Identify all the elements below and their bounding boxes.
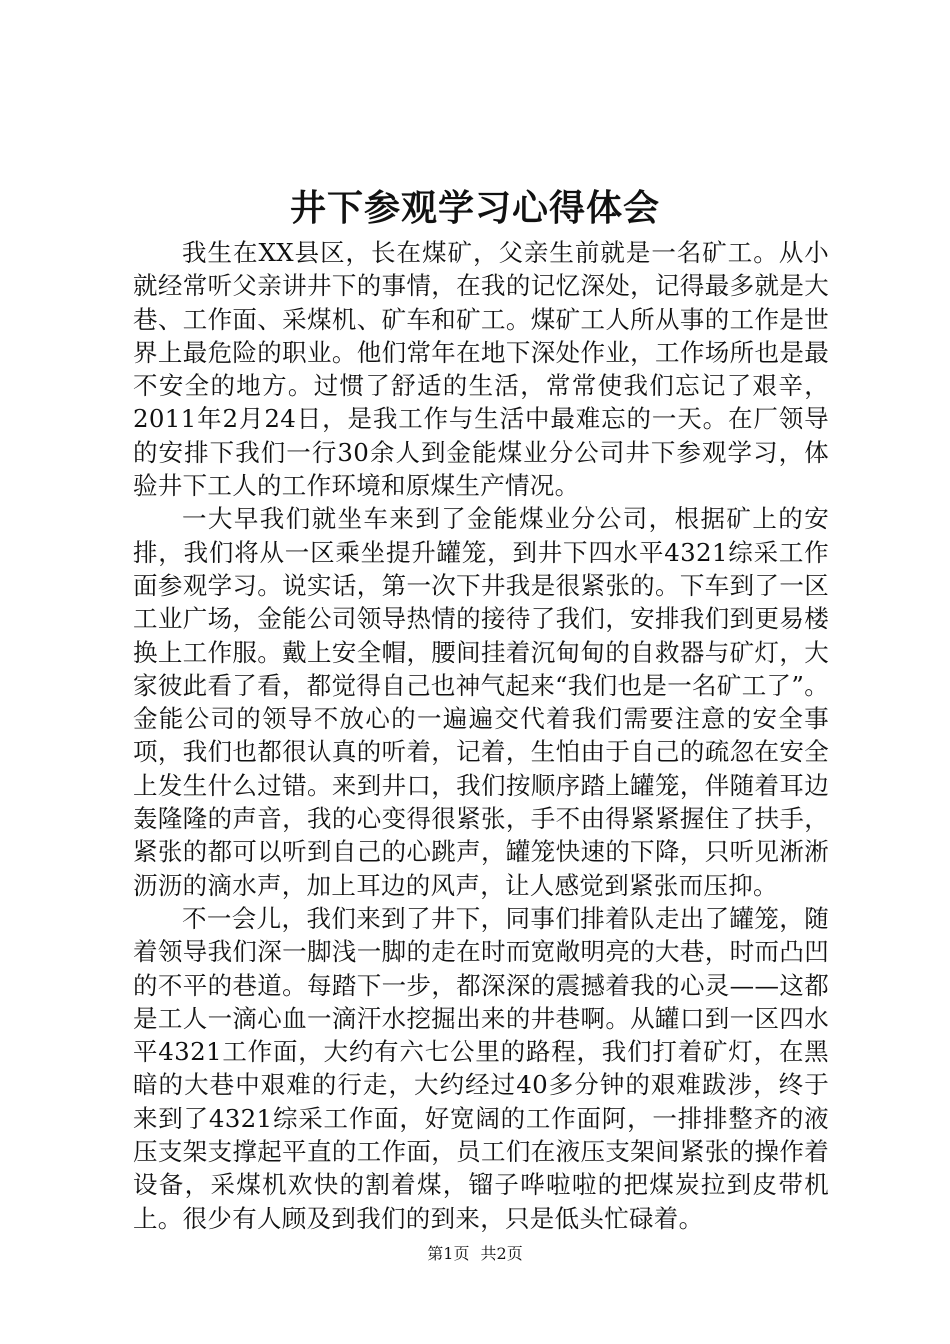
document-title: 井下参观学习心得体会 (289, 187, 660, 229)
page-count: 共2页 (480, 1244, 523, 1263)
page-footer (0, 1244, 950, 1264)
page-number: 第1页 (427, 1244, 470, 1263)
paragraph: 我生在XX县区，长在煤矿，父亲生前就是一名矿工。从小就经常听父亲讲井下的事情，在我的记忆深处，记得最多就是大巷、工作面、采煤机、矿车和矿工。煤矿工人所从事的工作是世界上最危险的职业。他们常年在地下深处作业，工作场所也是最不安全的地方。过惯了舒适的生活，常常使我们忘记了艰辛，2011年2月24日，是我工作与生活中最难忘的一天。在厂领导的安排下我们一行30余人到金能煤业分公司井下参观学习，体验井下工人的工作环境和原煤生产情况。 (133, 238, 829, 501)
paragraph: 不一会儿，我们来到了井下，同事们排着队走出了罐笼，随着领导我们深一脚浅一脚的走在时而宽敞明亮的大巷，时而凸凹的不平的巷道。每踏下一步，都深深的震撼着我的心灵——这都是工人一滴心血一滴汗水挖掘出来的井巷啊。从罐口到一区四水平4321工作面，大约有六七公里的路程，我们打着矿灯，在黑暗的大巷中艰难的行走，大约经过40多分钟的艰难跋涉，终于来到了4321综采工作面，好宽阔的工作面阿，一排排整齐的液压支架支撑起平直的工作面，员工们在液压支架间紧张的操作着设备，采煤机欢快的割着煤，镏子哗啦啦的把煤炭拉到皮带机上。很少有人顾及到我们的到来，只是低头忙碌着。 (133, 903, 829, 1233)
document-body (133, 236, 829, 1235)
paragraph: 一大早我们就坐车来到了金能煤业分公司，根据矿上的安排，我们将从一区乘坐提升罐笼，到井下四水平4321综采工作面参观学习。说实话，第一次下井我是很紧张的。下车到了一区工业广场，金能公司领导热情的接待了我们，安排我们到更易楼换上工作服。戴上安全帽，腰间挂着沉甸甸的自救器与矿灯，大家彼此看了看，都觉得自己也神气起来“我们也是一名矿工了”。金能公司的领导不放心的一遍遍交代着我们需要注意的安全事项，我们也都很认真的听着，记着，生怕由于自己的疏忽在安全上发生什么过错。来到井口，我们按顺序踏上罐笼，伴随着耳边轰隆隆的声音，我的心变得很紧张，手不由得紧紧握住了扶手，紧张的都可以听到自己的心跳声，罐笼快速的下降，只听见淅淅沥沥的滴水声，加上耳边的风声，让人感觉到紧张而压抑。 (133, 504, 829, 900)
